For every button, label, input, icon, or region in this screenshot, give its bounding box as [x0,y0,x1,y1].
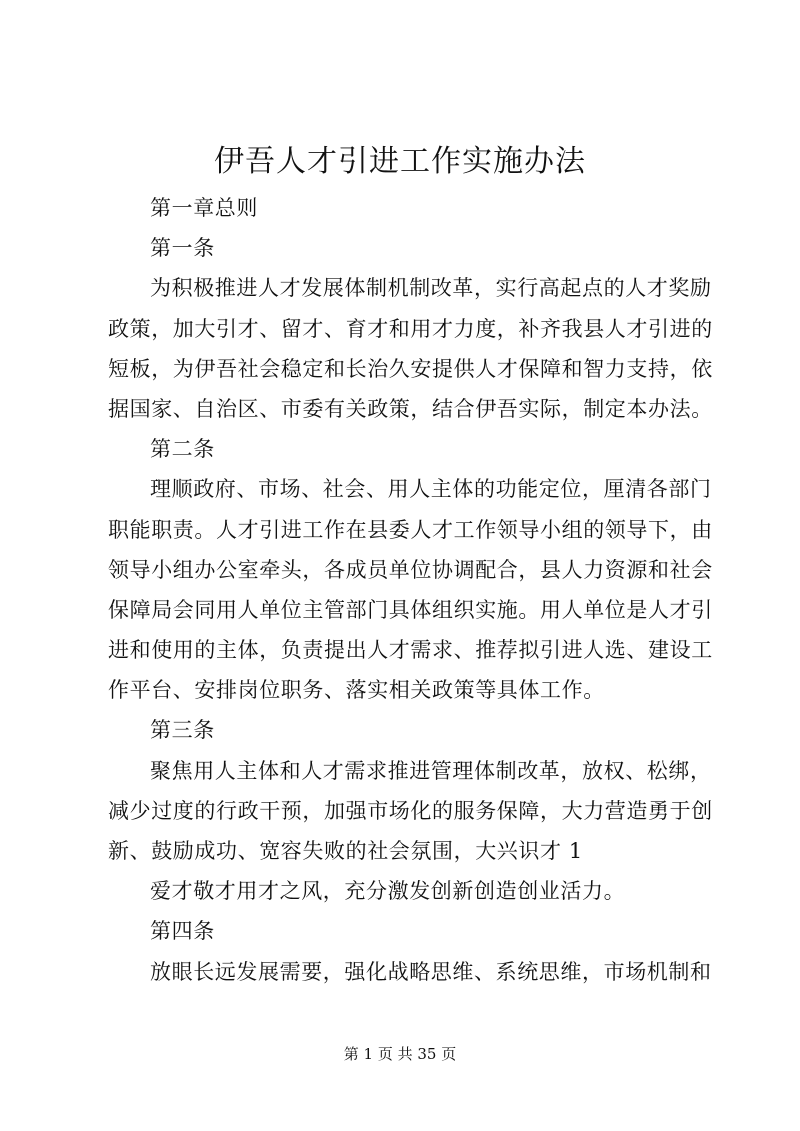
body-line: 短板，为伊吾社会稳定和长治久安提供人才保障和智力支持，依 [108,356,713,381]
body-line: 职能职责。人才引进工作在县委人才工作领导小组的领导下，由 [108,517,713,542]
page-footer: 第 1 页 共 35 页 [343,1045,457,1063]
body-line: 理顺政府、市场、社会、用人主体的功能定位，厘清各部门 [150,477,712,502]
body-line: 第四条 [150,919,215,944]
body-line: 第二条 [150,437,215,462]
document-body [108,188,713,992]
body-line: 第三条 [150,718,215,743]
body-line: 领导小组办公室牵头，各成员单位协调配合，县人力资源和社会 [108,557,713,582]
body-line: 第一章总则 [150,196,258,220]
body-line: 聚焦用人主体和人才需求推进管理体制改革，放权、松绑， [150,758,712,783]
body-line: 第一条 [150,236,215,261]
body-line: 爱才敬才用才之风，充分激发创新创造创业活力。 [150,879,626,904]
body-line: 进和使用的主体，负责提出人才需求、推荐拟引进人选、建设工 [108,638,713,663]
body-line: 作平台、安排岗位职务、落实相关政策等具体工作。 [108,678,605,703]
body-line: 保障局会同用人单位主管部门具体组织实施。用人单位是人才引 [108,597,713,622]
document-title: 伊吾人才引进工作实施办法 [214,144,586,179]
body-line: 减少过度的行政干预，加强市场化的服务保障，大力营造勇于创 [108,798,713,823]
body-line: 新、鼓励成功、宽容失败的社会氛围，大兴识才 1 [108,839,583,863]
body-line: 据国家、自治区、市委有关政策，结合伊吾实际，制定本办法。 [108,396,713,421]
body-line: 为积极推进人才发展体制机制改革，实行高起点的人才奖励 [150,276,712,301]
body-line: 政策，加大引才、留才、育才和用才力度，补齐我县人才引进的 [108,316,713,341]
body-line: 放眼长远发展需要，强化战略思维、系统思维，市场机制和 [150,959,712,984]
